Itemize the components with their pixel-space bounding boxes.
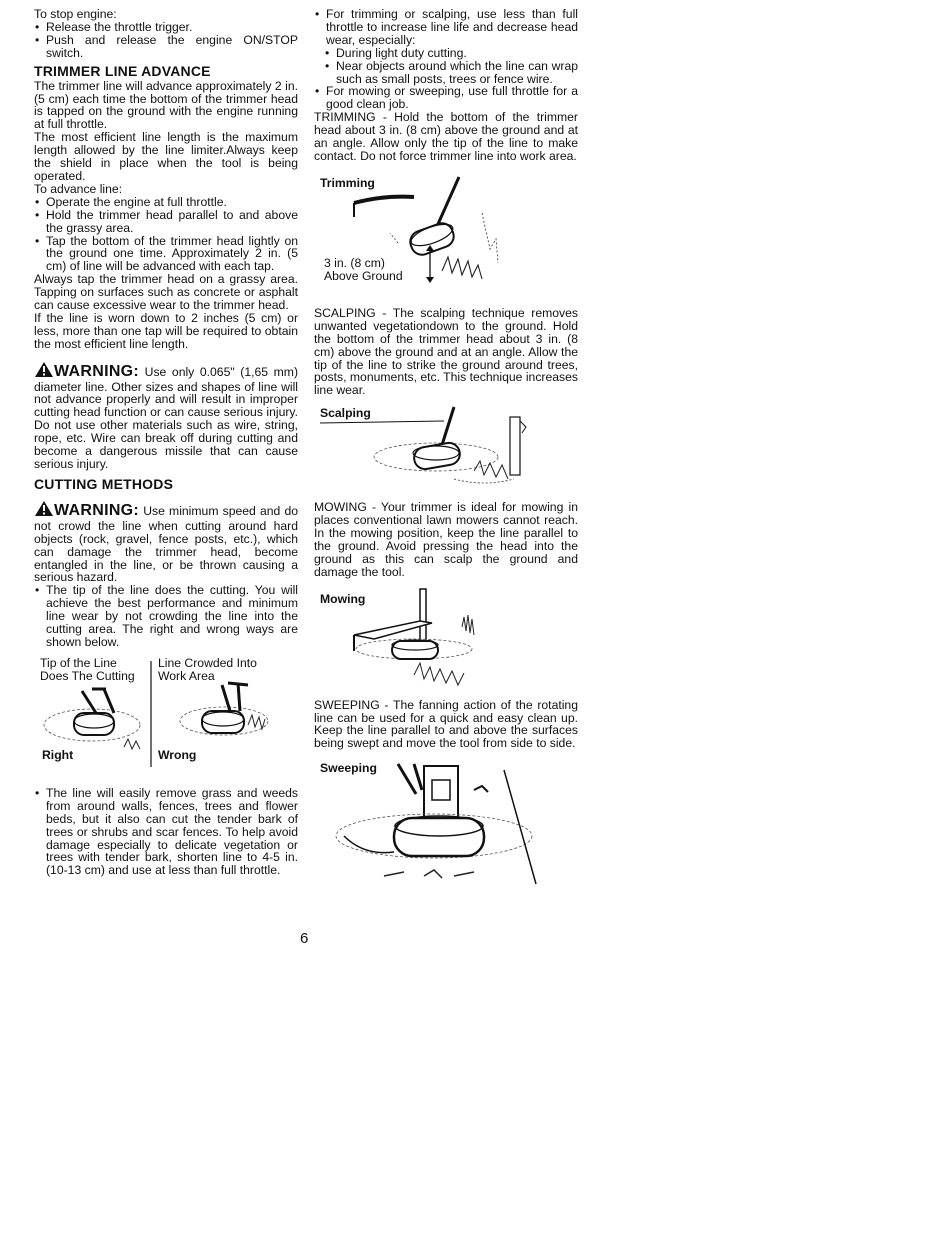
- scalping-label: Scalping: [320, 406, 371, 421]
- right-label: Right: [42, 747, 74, 762]
- warning-triangle-icon: [34, 361, 54, 381]
- list-item: • The tip of the line does the cutting. You will achieve the best performance and minimum line wear by not crowding the line into the cutting area. The right and wrong ways are shown below.: [34, 584, 298, 649]
- right-column: [314, 8, 578, 898]
- advance-list: [34, 196, 298, 273]
- mowing-figure: [314, 587, 578, 691]
- warning-text: Use minimum speed and do not crowd the line when cutting around hard objects (rock, gravel, fence posts, etc.), which can damage the trimmer head, become entangled in the line, or be thrown causing a serious hazard.: [34, 503, 298, 585]
- cutting-methods-heading: CUTTING METHODS: [34, 475, 174, 492]
- page-number: 6: [300, 930, 309, 947]
- warning-label: WARNING:: [54, 362, 140, 380]
- mowing-illustration: [314, 587, 578, 691]
- tip-list: [34, 584, 298, 649]
- list-item: • Release the throttle trigger.: [34, 21, 298, 34]
- paragraph: If the line is worn down to 2 inches (5 cm) or less, more than one tap will be required to obtain the most efficient line length.: [34, 310, 298, 351]
- throttle-sub-list: [314, 47, 578, 86]
- mowing-label: Mowing: [320, 591, 366, 606]
- list-item: • For mowing or sweeping, use full throttle for a good clean job.: [314, 85, 578, 111]
- figure-caption: Line Crowded Into Work Area: [158, 655, 257, 683]
- trimming-caption: Above Ground: [324, 268, 403, 283]
- sweeping-figure: [314, 760, 578, 890]
- warning-line-size: [34, 361, 298, 471]
- trimming-caption: 3 in. (8 cm): [324, 255, 385, 270]
- trimmer-line-advance-heading: TRIMMER LINE ADVANCE: [34, 62, 211, 79]
- warning-text: Use only 0.065" (1,65 mm) diameter line. Other sizes and shapes of line will not advance properly and will result in improper cutting head function or can cause serious injury. Do not use other materials such as wire, string, rope, etc. Wire can break off during cutting and become a dangerous missile that can cause serious injury.: [34, 364, 298, 471]
- mowing-paragraph: MOWING - Your trimmer is ideal for mowing in places conventional lawn mowers cannot reach. In the mowing position, keep the line parallel to the ground. Avoid pressing the head into the ground as this can scalp the ground and damage the tool.: [314, 500, 578, 579]
- paragraph: Always tap the trimmer head on a grassy area. Tapping on surfaces such as concrete or asphalt can cause excessive wear to the trimmer head.: [34, 272, 298, 313]
- sweeping-illustration: [314, 760, 578, 890]
- figure-caption: Tip of the Line Does The Cutting: [40, 655, 135, 683]
- stop-intro: To stop engine:: [34, 7, 117, 21]
- mowing-throttle-list: [314, 85, 578, 111]
- list-item: • During light duty cutting.: [324, 47, 578, 60]
- trimming-label: Trimming: [320, 175, 375, 190]
- list-item: • Tap the bottom of the trimmer head lightly on the ground one time. Approximately 2 in. (5 cm) of line will be advanced with each tap.: [34, 235, 298, 274]
- trimming-figure: [314, 173, 578, 299]
- paragraph: The trimmer line will advance approximately 2 in. (5 cm) each time the bottom of the trimmer head is tapped on the ground with the engine running at full throttle.: [34, 78, 298, 132]
- list-item: • Push and release the engine ON/STOP switch.: [34, 34, 298, 60]
- left-column: [34, 8, 298, 877]
- list-item: • Hold the trimmer head parallel to and above the grassy area.: [34, 209, 298, 235]
- paragraph: The most efficient line length is the maximum length allowed by the line limiter.Always keep the shield in place when the tool is being operated.: [34, 130, 298, 183]
- warning-triangle-icon: [34, 500, 54, 520]
- advance-intro: To advance line:: [34, 181, 123, 196]
- wrong-label: Wrong: [158, 747, 197, 762]
- stop-list: [34, 21, 298, 60]
- scalping-figure: [314, 405, 578, 493]
- list-item: • Near objects around which the line can wrap such as small posts, trees or fence wire.: [324, 60, 578, 86]
- scalping-paragraph: SCALPING - The scalping technique removes unwanted vegetationdown to the ground. Hold the bottom of the trimmer head about 3 in. (8 cm) above the ground and at an angle. Allow the tip of the line to strike the ground around trees, posts, monuments, etc. This technique increases line wear.: [314, 305, 578, 398]
- sweeping-paragraph: SWEEPING - The fanning action of the rotating line can be used for a quick and easy clean up. Keep the line parallel to and above the surfaces being swept and move the tool from side to side.: [314, 697, 578, 751]
- warning-label: WARNING:: [54, 501, 140, 519]
- throttle-list: [314, 8, 578, 47]
- sweeping-label: Sweeping: [320, 761, 377, 776]
- right-wrong-figure: [34, 655, 298, 779]
- list-item: • Operate the engine at full throttle.: [34, 196, 298, 209]
- warning-minimum-speed: [34, 500, 298, 584]
- grass-list: [34, 787, 298, 877]
- list-item: • The line will easily remove grass and weeds from around walls, fences, trees and flower beds, but it also can cut the tender bark of trees or shrubs and scar fences. To help avoid damage especially to delicate vegetation or trees with tender bark, shorten line to 4-5 in. (10-13 cm) and use at less than full throttle.: [34, 787, 298, 877]
- trimming-paragraph: TRIMMING - Hold the bottom of the trimmer head about 3 in. (8 cm) above the ground and at an angle. Allow only the tip of the line to make contact. Do not force trimmer line into work area.: [314, 110, 578, 163]
- scalping-illustration: [314, 405, 578, 493]
- list-item: • For trimming or scalping, use less than full throttle to increase line life and decrease head wear, especially:: [314, 8, 578, 47]
